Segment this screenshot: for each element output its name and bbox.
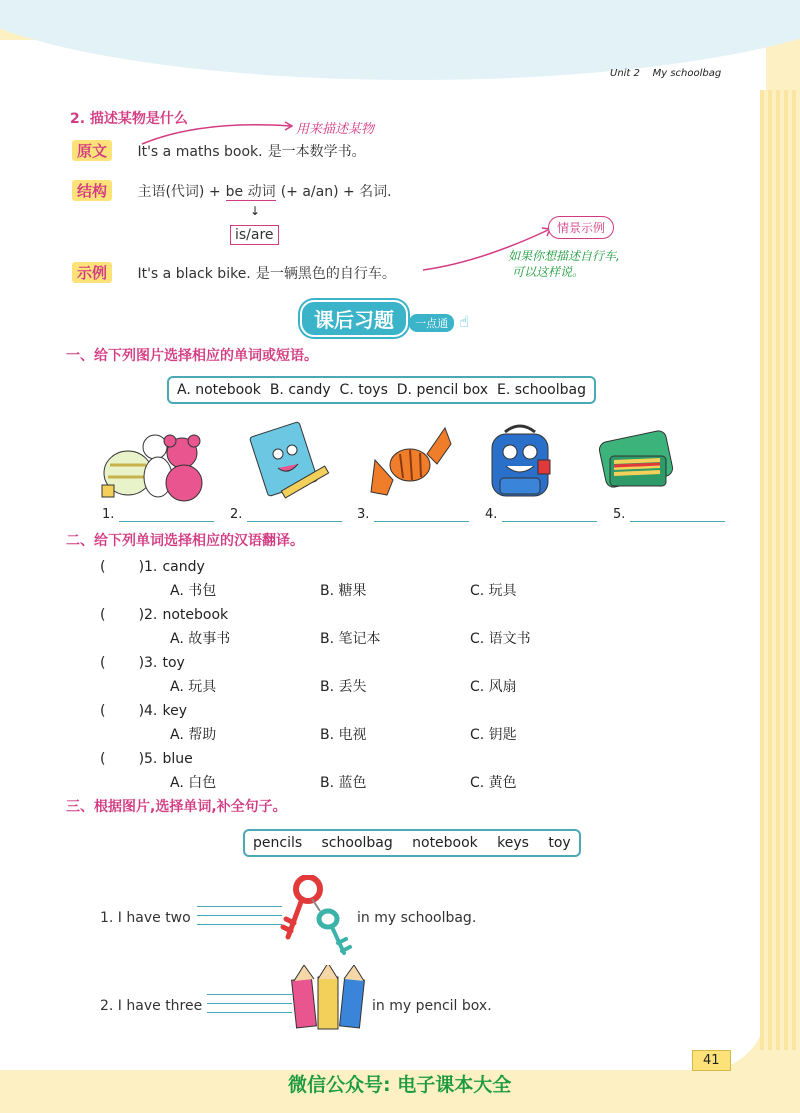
q2-item-2 (100, 604, 228, 623)
q1-option-b: B. candy (269, 382, 331, 398)
q2-answer-paren[interactable]: ( (100, 655, 106, 671)
q2-opt-c: C. 语文书 (470, 631, 531, 647)
q2-num: )4. (138, 703, 158, 719)
q1-blank-3[interactable] (357, 507, 469, 522)
q2-answer-paren[interactable]: ( (100, 607, 106, 623)
q2-answer-paren[interactable]: ( (100, 703, 106, 719)
q2-answer-paren[interactable]: ( (100, 751, 106, 767)
q3-sentence-2-start: 2. I have three (100, 998, 203, 1014)
q2-item-5 (100, 748, 193, 767)
label-structure: 结构 (72, 180, 112, 201)
structure-subject: 主语(代词) + (137, 184, 221, 200)
q1-num-2: 2. (230, 507, 243, 522)
q3-answer-lines-2[interactable] (207, 986, 292, 1013)
answer-line[interactable] (374, 507, 469, 522)
q2-item-3 (100, 652, 185, 671)
q2-word: blue (162, 751, 193, 767)
pencils-picture (290, 965, 370, 1040)
q2-opt-b: B. 电视 (320, 727, 367, 743)
q2-opt-b: B. 丢失 (320, 679, 367, 695)
example-row (72, 262, 396, 283)
q3-sentence-1-start: 1. I have two (100, 910, 191, 926)
q2-num: )2. (138, 607, 158, 623)
candy-picture (365, 420, 455, 505)
toys-picture (100, 425, 210, 505)
keys-picture (280, 875, 355, 960)
section-title: 2. 描述某物是什么 (70, 111, 188, 127)
q2-opt-a: A. 玩具 (170, 679, 217, 695)
q2-opt-c: C. 风扇 (470, 679, 517, 695)
schoolbag-picture (480, 420, 560, 505)
structure-be-verb: be 动词 (225, 184, 276, 200)
q1-blank-5[interactable] (613, 507, 725, 522)
q2-opt-b: B. 蓝色 (320, 775, 367, 791)
q3-word-2: schoolbag (321, 835, 393, 851)
running-header (610, 68, 721, 79)
q2-opt-c: C. 钥匙 (470, 727, 517, 743)
q1-blank-2[interactable] (230, 507, 342, 522)
q1-num-1: 1. (102, 507, 115, 522)
q3-title: 三、根据图片,选择单词,补全句子。 (66, 799, 287, 815)
q2-opt-b: B. 糖果 (320, 583, 367, 599)
bubble-note-line1: 如果你想描述自行车, (508, 249, 620, 263)
pointing-hand-icon: ☝ (459, 312, 469, 331)
q2-item-4 (100, 700, 187, 719)
structure-rest: (+ a/an) + 名词. (280, 184, 392, 200)
q2-opt-a: A. 白色 (170, 775, 217, 791)
q1-blank-1[interactable] (102, 507, 214, 522)
q2-opt-c: C. 黄色 (470, 775, 517, 791)
label-original: 原文 (72, 140, 112, 161)
q3-word-5: toy (548, 835, 571, 851)
q1-option-e: E. schoolbag (496, 382, 586, 398)
handwritten-note: 用来描述某物 (296, 122, 375, 137)
answer-line[interactable] (247, 507, 342, 522)
q3-sentence-1-end: in my schoolbag. (357, 910, 477, 926)
q3-word-box (243, 829, 581, 857)
q2-word: candy (162, 559, 205, 575)
q2-word: notebook (162, 607, 229, 623)
q1-num-5: 5. (613, 507, 626, 522)
q2-num: )3. (138, 655, 158, 671)
bubble-note (508, 248, 620, 280)
answer-line[interactable] (630, 507, 725, 522)
bubble-note-line2: 可以这样说。 (512, 265, 585, 279)
q1-option-d: D. pencil box (396, 382, 489, 398)
q2-num: )1. (138, 559, 158, 575)
page-number: 41 (692, 1050, 731, 1071)
scene-bubble: 情景示例 (548, 216, 614, 239)
down-arrow-icon: ↓ (250, 204, 261, 218)
example-chinese: 是一辆黑色的自行车。 (255, 266, 396, 282)
answer-line[interactable] (502, 507, 597, 522)
q3-word-4: keys (497, 835, 529, 851)
is-are-box: is/are (230, 225, 279, 245)
pencil-box-picture (598, 422, 678, 502)
footer-watermark: 微信公众号: 电子课本大全 (288, 1074, 512, 1096)
q3-word-1: pencils (253, 835, 303, 851)
q2-opt-b: B. 笔记本 (320, 631, 381, 647)
q3-word-3: notebook (412, 835, 478, 851)
q2-answer-paren[interactable]: ( (100, 559, 106, 575)
q1-option-a: A. notebook (177, 382, 261, 398)
q1-num-3: 3. (357, 507, 370, 522)
q2-word: toy (162, 655, 185, 671)
banner-sub: 一点通 (409, 314, 454, 332)
q1-num-4: 4. (485, 507, 498, 522)
q2-item-1 (100, 556, 205, 575)
q2-word: key (162, 703, 187, 719)
example-english: It's a black bike. (137, 266, 251, 282)
exercise-banner (300, 300, 469, 337)
q1-option-c: C. toys (339, 382, 388, 398)
q2-opt-a: A. 帮助 (170, 727, 217, 743)
original-row (72, 140, 366, 161)
q2-title: 二、给下列单词选择相应的汉语翻译。 (66, 533, 304, 549)
q2-opt-c: C. 玩具 (470, 583, 517, 599)
structure-row (72, 180, 392, 201)
q1-title: 一、给下列图片选择相应的单词或短语。 (66, 348, 318, 364)
q3-sentence-2-end: in my pencil box. (372, 998, 492, 1014)
header-unit: Unit 2 (610, 68, 640, 79)
original-english: It's a maths book. (137, 144, 263, 160)
right-stripes-decoration (760, 90, 800, 1050)
label-example: 示例 (72, 262, 112, 283)
q3-answer-lines-1[interactable] (197, 898, 282, 925)
answer-line[interactable] (119, 507, 214, 522)
original-chinese: 是一本数学书。 (267, 144, 366, 160)
q1-options-box (167, 376, 596, 404)
banner-title: 课后习题 (300, 300, 408, 337)
q2-num: )5. (138, 751, 158, 767)
notebook-picture (240, 420, 335, 505)
q2-opt-a: A. 故事书 (170, 631, 231, 647)
header-title: My schoolbag (652, 68, 722, 79)
q2-opt-a: A. 书包 (170, 583, 217, 599)
q1-blank-4[interactable] (485, 507, 597, 522)
